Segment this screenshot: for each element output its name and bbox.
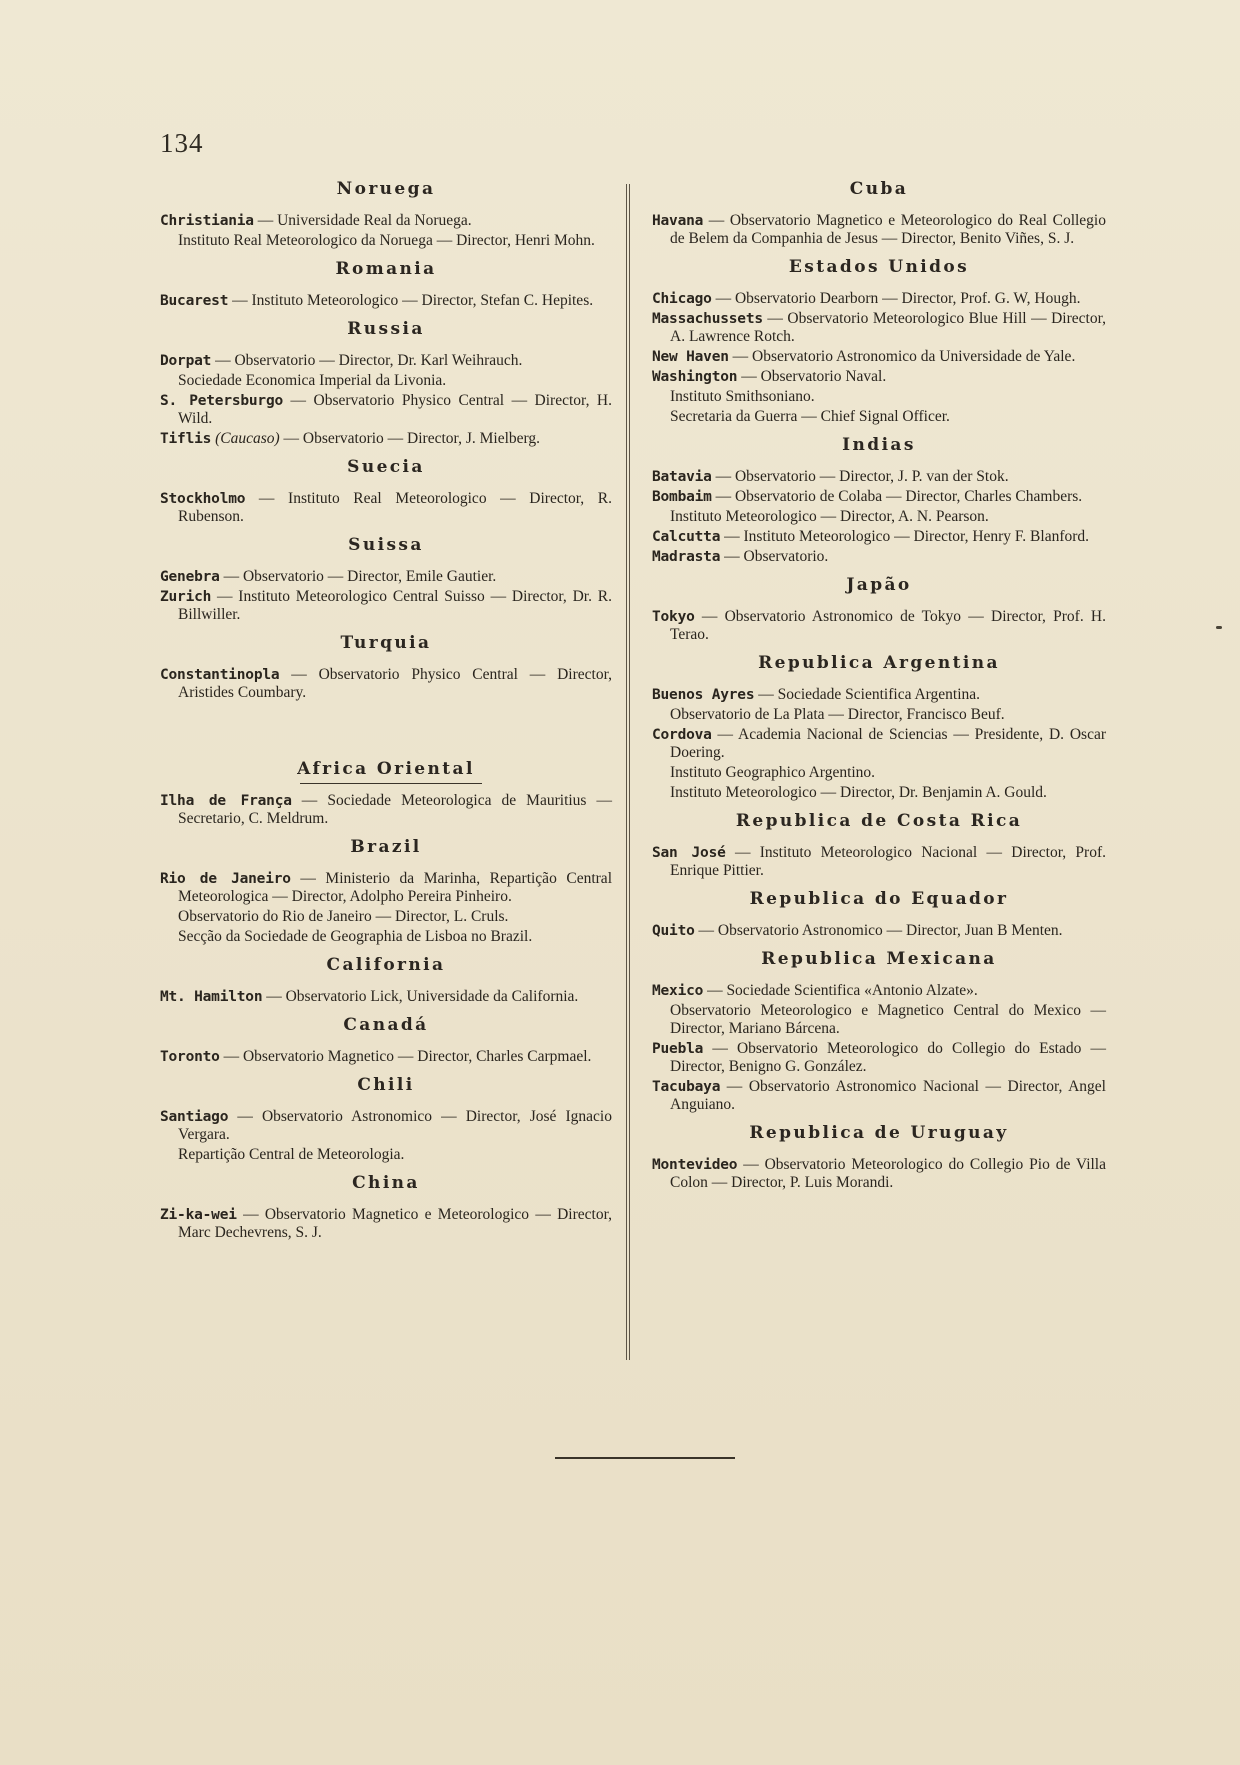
place-name: S. Petersburgo <box>160 393 284 409</box>
sub-entry: Observatorio de La Plata — Director, Francisco Beuf. <box>670 706 1005 723</box>
country-section <box>160 1074 612 1172</box>
institution-entry <box>160 392 612 428</box>
section-title: Suissa <box>348 535 424 555</box>
section-title: Estados Unidos <box>788 257 970 277</box>
institution-entry <box>160 870 612 906</box>
institution-entry <box>652 468 1106 486</box>
entry-text: — Observatorio Meteorologico do Collegio Pio de Villa Colon — Director, P. Luis Morandi. <box>670 1156 1106 1191</box>
section-title: Republica Mexicana <box>761 949 997 969</box>
entry-text: — Observatorio — Director, J. P. van der Stok. <box>711 468 1009 485</box>
place-name: Toronto <box>160 1049 220 1065</box>
place-name: Tokyo <box>652 609 695 625</box>
page-number: 134 <box>160 128 204 158</box>
ink-speck <box>1216 626 1222 629</box>
place-name: New Haven <box>652 349 729 365</box>
institution-entry <box>160 430 612 448</box>
institution-entry <box>652 528 1106 546</box>
country-section <box>652 888 1106 948</box>
country-section <box>652 948 1106 1122</box>
sub-entry: Repartição Central de Meteorologia. <box>178 1146 405 1163</box>
entry-text: — Observatorio Naval. <box>737 368 887 385</box>
country-section <box>652 434 1106 574</box>
section-title: Republica do Equador <box>749 889 1009 909</box>
section-gap <box>160 1244 612 1250</box>
place-note: (Caucaso) <box>211 430 280 447</box>
entry-text: — Observatorio de Colaba — Director, Charles Chambers. <box>711 488 1083 505</box>
institution-entry <box>652 348 1106 366</box>
section-title: Republica de Uruguay <box>749 1123 1009 1143</box>
country-section <box>652 178 1106 256</box>
entry-text: — Observatorio Magnetico e Meteorologico — Director, Marc Dechevrens, S. J. <box>178 1206 612 1241</box>
institution-entry <box>652 1156 1106 1192</box>
institution-entry <box>652 310 1106 346</box>
column-divider <box>626 184 630 1360</box>
place-name: Bucarest <box>160 293 229 309</box>
right-column <box>652 178 1106 1200</box>
institution-entry <box>160 490 612 526</box>
section-title: Canadá <box>343 1015 429 1035</box>
entry-text: — Instituto Meteorologico Central Suisso — Director, Dr. R. Billwiller. <box>178 588 612 623</box>
institution-entry <box>652 548 1106 566</box>
sub-entry: Observatorio do Rio de Janeiro — Director, L. Cruls. <box>178 908 509 925</box>
institution-entry <box>160 1108 612 1144</box>
place-name: Mexico <box>652 983 704 999</box>
section-title: Cuba <box>849 179 909 199</box>
entry-text: — Observatorio Magnetico e Meteorologico do Real Collegio de Belem da Companhia de Jesus — Director, Benito Viñes, S. J. <box>670 212 1106 247</box>
institution-entry <box>160 1048 612 1066</box>
institution-entry <box>160 1206 612 1242</box>
country-section <box>160 758 612 836</box>
entry-text: — Observatorio Physico Central — Director, Aristides Coumbary. <box>178 666 612 701</box>
place-name: Havana <box>652 213 704 229</box>
place-name: Stockholmo <box>160 491 246 507</box>
entry-text: — Observatorio — Director, J. Mielberg. <box>279 430 541 447</box>
country-section <box>160 836 612 954</box>
place-name: Batavia <box>652 469 712 485</box>
section-gap <box>160 704 612 710</box>
sub-entry: Observatorio Meteorologico e Magnetico Central do Mexico — Director, Mariano Bárcena. <box>670 1002 1106 1037</box>
entry-text: — Observatorio Astronomico Nacional — Director, Angel Anguiano. <box>670 1078 1106 1113</box>
section-separator-rule <box>300 783 482 784</box>
institution-entry <box>652 1040 1106 1076</box>
institution-entry <box>652 608 1106 644</box>
section-title: Republica de Costa Rica <box>735 811 1023 831</box>
section-gap <box>652 1194 1106 1200</box>
section-title: Noruega <box>336 179 436 199</box>
country-section <box>160 258 612 318</box>
entry-text: — Observatorio Lick, Universidade da California. <box>262 988 579 1005</box>
institution-entry <box>160 588 612 624</box>
entry-text: — Observatorio Astronomico de Tokyo — Director, Prof. H. Terao. <box>670 608 1106 643</box>
end-of-page-rule <box>555 1457 735 1459</box>
entry-text: — Instituto Meteorologico — Director, Stefan C. Hepites. <box>228 292 594 309</box>
country-section <box>652 256 1106 434</box>
entry-text: — Ministerio da Marinha, Repartição Central Meteorologica — Director, Adolpho Pereira Pinheiro. <box>178 870 612 905</box>
place-name: Quito <box>652 923 695 939</box>
place-name: Bombaim <box>652 489 712 505</box>
section-title: Brazil <box>350 837 422 857</box>
section-title: Romania <box>335 259 437 279</box>
institution-entry <box>160 292 612 310</box>
entry-text: — Observatorio Physico Central — Director, H. Wild. <box>178 392 613 427</box>
place-name: Massachussets <box>652 311 763 327</box>
country-section <box>160 534 612 632</box>
place-name: Tiflis <box>160 431 212 447</box>
sub-entry-text: Secretaria da Guerra — <box>670 408 821 425</box>
institution-entry <box>652 212 1106 248</box>
sub-entry: Instituto Meteorologico — Director, Dr. Benjamin A. Gould. <box>670 784 1047 801</box>
sub-entry-italic: Chief Signal Officer. <box>820 408 950 425</box>
country-section <box>652 810 1106 888</box>
sub-entry: Instituto Geographico Argentino. <box>670 764 876 781</box>
entry-text: — Instituto Meteorologico — Director, Henry F. Blanford. <box>720 528 1090 545</box>
place-name: Mt. Hamilton <box>160 989 263 1005</box>
country-section <box>160 1172 612 1250</box>
institution-entry <box>652 686 1106 704</box>
section-title: California <box>326 955 446 975</box>
country-section <box>160 456 612 534</box>
section-title: Africa Oriental <box>297 759 475 779</box>
country-section <box>160 318 612 456</box>
place-name: Puebla <box>652 1041 704 1057</box>
place-name: Buenos Ayres <box>652 687 755 703</box>
sub-entry <box>670 408 1106 426</box>
section-title: Chili <box>357 1075 415 1095</box>
entry-text: — Observatorio Astronomico — Director, Juan B Menten. <box>694 922 1063 939</box>
left-column <box>160 178 612 1250</box>
entry-text: — Academia Nacional de Sciencias — Presidente, D. Oscar Doering. <box>670 726 1106 761</box>
place-name: Tacubaya <box>652 1079 721 1095</box>
entry-text: — Observatorio. <box>720 548 829 565</box>
institution-entry <box>652 844 1106 880</box>
country-section <box>652 652 1106 810</box>
institution-entry <box>652 368 1106 386</box>
entry-text: — Sociedade Meteorologica de Mauritius — Secretario, C. Meldrum. <box>178 792 613 827</box>
section-title: Indias <box>842 435 916 455</box>
place-name: Madrasta <box>652 549 721 565</box>
institution-entry <box>652 982 1106 1000</box>
place-name: Santiago <box>160 1109 229 1125</box>
place-name: Calcutta <box>652 529 721 545</box>
institution-entry <box>652 922 1106 940</box>
country-section <box>160 954 612 1014</box>
entry-text: — Sociedade Scientifica Argentina. <box>754 686 981 703</box>
entry-text: — Instituto Meteorologico Nacional — Director, Prof. Enrique Pittier. <box>670 844 1106 879</box>
entry-text: — Instituto Real Meteorologico — Director, R. Rubenson. <box>178 490 612 525</box>
section-title: China <box>352 1173 420 1193</box>
entry-text: — Observatorio Astronomico da Universidade de Yale. <box>728 348 1076 365</box>
section-title: Russia <box>347 319 425 339</box>
institution-entry <box>160 568 612 586</box>
sub-entry: Sociedade Economica Imperial da Livonia. <box>178 372 447 389</box>
place-name: Constantinopla <box>160 667 280 683</box>
place-name: Zi-ka-wei <box>160 1207 237 1223</box>
place-name: Washington <box>652 369 738 385</box>
place-name: Zurich <box>160 589 212 605</box>
section-title: Japão <box>846 575 912 595</box>
country-section <box>160 632 612 710</box>
section-title: Turquia <box>340 633 432 653</box>
institution-entry <box>652 726 1106 762</box>
sub-entry: Instituto Smithsoniano. <box>670 388 815 405</box>
section-title: Suecia <box>347 457 425 477</box>
place-name: Rio de Janeiro <box>160 871 291 887</box>
place-name: Chicago <box>652 291 712 307</box>
institution-entry <box>652 488 1106 506</box>
country-section <box>652 574 1106 652</box>
institution-entry <box>160 352 612 370</box>
entry-text: — Observatorio Magnetico — Director, Charles Carpmael. <box>219 1048 592 1065</box>
entry-text: — Observatorio Meteorologico do Collegio do Estado — Director, Benigno G. González. <box>670 1040 1106 1075</box>
entry-text: — Universidade Real da Noruega. <box>253 212 472 229</box>
institution-entry <box>160 666 612 702</box>
place-name: Genebra <box>160 569 220 585</box>
place-name: Dorpat <box>160 353 212 369</box>
section-title: Republica Argentina <box>758 653 1000 673</box>
place-name: Ilha de França <box>160 793 292 809</box>
sub-entry: Secção da Sociedade de Geographia de Lisboa no Brazil. <box>178 928 533 945</box>
country-section <box>160 178 612 258</box>
sub-entry: Instituto Real Meteorologico da Noruega — Director, Henri Mohn. <box>178 232 595 249</box>
entry-text: — Observatorio Dearborn — Director, Prof. G. W, Hough. <box>711 290 1081 307</box>
institution-entry <box>652 290 1106 308</box>
place-name: San José <box>652 845 726 861</box>
left-column-lower <box>160 758 612 1250</box>
institution-entry <box>652 1078 1106 1114</box>
institution-entry <box>160 792 612 828</box>
country-section <box>652 1122 1106 1200</box>
place-name: Cordova <box>652 727 712 743</box>
place-name: Christiania <box>160 213 254 229</box>
country-section <box>160 1014 612 1074</box>
entry-text: — Observatorio Astronomico — Director, José Ignacio Vergara. <box>178 1108 612 1143</box>
sub-entry: Instituto Meteorologico — Director, A. N. Pearson. <box>670 508 989 525</box>
entry-text: — Observatorio — Director, Dr. Karl Weihrauch. <box>211 352 523 369</box>
place-name: Montevideo <box>652 1157 738 1173</box>
institution-entry <box>160 212 612 230</box>
institution-entry <box>160 988 612 1006</box>
entry-text: — Observatorio Meteorologico Blue Hill — Director, A. Lawrence Rotch. <box>670 310 1106 345</box>
left-column-upper <box>160 178 612 710</box>
entry-text: — Observatorio — Director, Emile Gautier. <box>219 568 497 585</box>
entry-text: — Sociedade Scientifica «Antonio Alzate». <box>703 982 978 999</box>
